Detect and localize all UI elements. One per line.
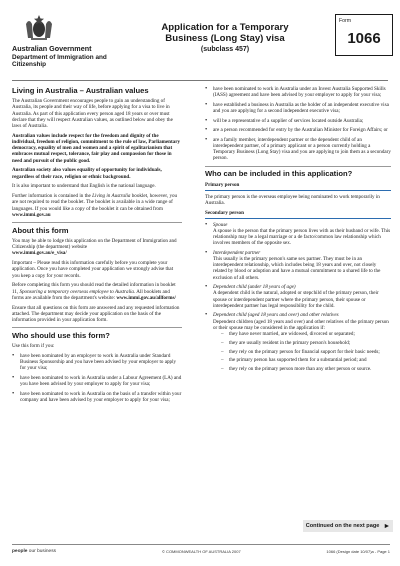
government-name: Australian Government — [12, 44, 92, 53]
list-item: • will be a representative of a supplier of services located outside Australia; — [205, 118, 391, 124]
section-divider — [12, 222, 182, 223]
adult-title: • Dependent child (aged 18 years and over) and other relatives — [213, 312, 339, 319]
included-heading: Who can be included in this application? — [205, 169, 353, 179]
booklet-text-b: booklet, however, you are not required to read the booklet. The booklet is available in a wide range of languages. If you would like a copy of the booklet it can be obtained from — [12, 193, 178, 212]
list-item: • have established a business in Australia as the holder of an independent executive visa and you are applying for a second independent executive visa; — [205, 102, 391, 114]
secondary-list — [205, 222, 391, 373]
form-label: Form — [339, 18, 352, 24]
list-item — [205, 284, 391, 309]
child-title: • Dependent child (under 18 years of age) — [213, 284, 296, 291]
list-item: • have been nominated by an employer to work in Australia under Standard Business Sponsorship and you have been advised by your employer to apply for your visa; — [12, 353, 182, 372]
continued-banner — [303, 520, 393, 532]
list-item: • are a family member, interdependent partner or the dependent child of an interdependent partner, of a primary applicant or a person currently holding a Temporary Business (Long Stay) visa and you are applying to join them as a secondary person. — [205, 137, 391, 162]
who-intro: Use this form if you: — [12, 343, 55, 350]
about-paragraph-3 — [12, 282, 182, 301]
immi-link[interactable]: www.immi.gov.au — [12, 211, 51, 218]
right-column — [205, 86, 391, 376]
list-item: • have been nominated to work in Australia on the basis of a transfer within your company and have been advised by your employer to apply for your visa; — [12, 391, 182, 403]
form-number: 1066 — [347, 30, 381, 47]
about-p3-text-b: . All booklets and forms are available from the department's website: — [12, 288, 170, 301]
evisa-link[interactable]: www.immi.gov.au/e_visa/ — [12, 250, 67, 257]
arrow-right-icon: ► — [383, 522, 391, 530]
list-item: – they rely on the primary person more than any other person or source. — [221, 366, 391, 372]
brand-business: our business — [27, 549, 56, 554]
form-subclass: (subclass 457) — [200, 46, 250, 53]
list-item — [205, 222, 391, 247]
list-item: • have been nominated to work in Australia under a Labour Agreement (LA) and you have been advised by your employer to apply for your visa; — [12, 375, 182, 387]
values-paragraph-1: Australian values include respect for the freedom and dignity of the individual, freedom of religion, commitment to the rule of law, Parliamentary democracy, equality of men and women and a spirit of egalitarianism that embraces mutual respect, tolerance, fair play and compassion for those in need and pursuit of the public good. — [12, 132, 181, 164]
booklet-11-title: Sponsoring a temporary overseas employee to Australia — [19, 288, 134, 295]
adult-text: Dependent children (aged 18 years and over) and other relatives of the primary person or their spouse may be considered in the application if: — [213, 318, 389, 331]
header-divider — [12, 80, 388, 81]
continued-label: Continued on the next page — [305, 523, 380, 529]
list-item — [205, 312, 391, 372]
who-heading: Who should use this form? — [12, 331, 110, 341]
secondary-divider — [205, 218, 391, 219]
department-name: Department of Immigration and Citizenship — [12, 54, 107, 69]
section-divider — [12, 327, 182, 328]
form-title-block — [150, 22, 300, 53]
list-item: • have been nominated to work in Australia under an Invest Australia Supported Skills (IASS) agreement and have been advised by your employer to apply for your visa; — [205, 86, 391, 98]
secondary-person-label: Secondary person — [205, 209, 244, 216]
list-item — [205, 250, 391, 281]
booklet-paragraph — [12, 193, 182, 218]
who-list — [12, 353, 182, 403]
spouse-title: • Spouse — [213, 221, 228, 228]
list-item: • are a person recommended for entry by the Australian Minister for Foreign Affairs; or — [205, 127, 391, 133]
primary-person-label: Primary person — [205, 181, 240, 188]
about-heading: About this form — [12, 225, 69, 235]
booklet-title: Living in Australia — [92, 193, 131, 200]
footer-page-info: 1066 (Design date 10/07)a - Page 1 — [326, 549, 390, 554]
values-paragraph-2: Australian society also values equality of opportunity for individuals, regardless of their race, religion or ethnic background. — [12, 167, 162, 180]
footer-copyright: © COMMONWEALTH OF AUSTRALIA 2007 — [162, 549, 241, 554]
allforms-link[interactable]: www.immi.gov.au/allforms/ — [116, 294, 176, 301]
list-item: – the primary person has supported them for a substantial period; and — [221, 357, 391, 363]
spouse-text: A spouse is the person that the primary person lives with as their husband or wife. This relationship may be a legal marriage or a de facto/common law relationship which involves members of the opposite sex. — [213, 227, 391, 247]
living-heading: Living in Australia – Australian values — [12, 86, 149, 95]
about-paragraph-4: Ensure that all questions on this form are answered and any requested information attached. The department may decide your application on the basis of the information provided in your application form. — [12, 304, 180, 324]
form-title: Application for a Temporary Business (Long Stay) visa — [161, 22, 289, 44]
list-item: – they have never married, are widowed, divorced or separated; — [221, 331, 391, 337]
about-p3-text-a: Before completing this form you should read the detailed information in booklet 11, — [12, 282, 176, 295]
partner-title: • Interdependent partner — [213, 249, 261, 256]
brand-people: people — [12, 549, 28, 554]
booklet-text-a: Further information is contained in the — [12, 193, 93, 200]
who-list-continued — [205, 86, 391, 162]
about-text: You may be able to lodge this application on the Department of Immigration and Citizenship (the department) website — [12, 238, 177, 251]
page-footer — [12, 544, 390, 556]
about-paragraph-1 — [12, 238, 182, 257]
coat-of-arms-icon — [22, 14, 56, 42]
adult-conditions-list — [221, 331, 391, 372]
primary-divider — [205, 190, 391, 191]
partner-text: This usually is the primary person's same sex partner. They must be in an interdependent relationship, which includes being 18 years and over, not closely related by blood or adoption and have a mutual commitment to a shared life to the exclusion of all others. — [213, 256, 381, 281]
list-item: – they are usually resident in the primary person's household; — [221, 340, 391, 346]
list-item: – they rely on the primary person for financial support for their basic needs; — [221, 349, 391, 355]
child-text: A dependent child is the natural, adopted or stepchild of the primary person, their spouse or interdependent partner where the primary person, their spouse or interdependent partner has legal responsibility for the child. — [213, 290, 379, 309]
english-paragraph: It is also important to understand that English is the national language. — [12, 183, 156, 190]
left-column — [12, 86, 182, 407]
section-divider — [205, 166, 391, 167]
form-number-box — [335, 14, 393, 56]
footer-brand — [12, 549, 56, 554]
primary-person-text: The primary person is the overseas employee being nominated to work temporarily in Australia. — [205, 193, 380, 206]
about-paragraph-2: Important – Please read this information carefully before you complete your application. Once you have completed your application we strongly advise that you keep a copy for your records. — [12, 260, 174, 279]
living-paragraph: The Australian Government encourages people to gain an understanding of Australia, its people and their way of life, before applying for a visa to live in Australia. As part of this application every person aged 18 years or over must declare that they will respect Australian values, as outlined below and obey the laws of Australia. — [12, 98, 173, 130]
